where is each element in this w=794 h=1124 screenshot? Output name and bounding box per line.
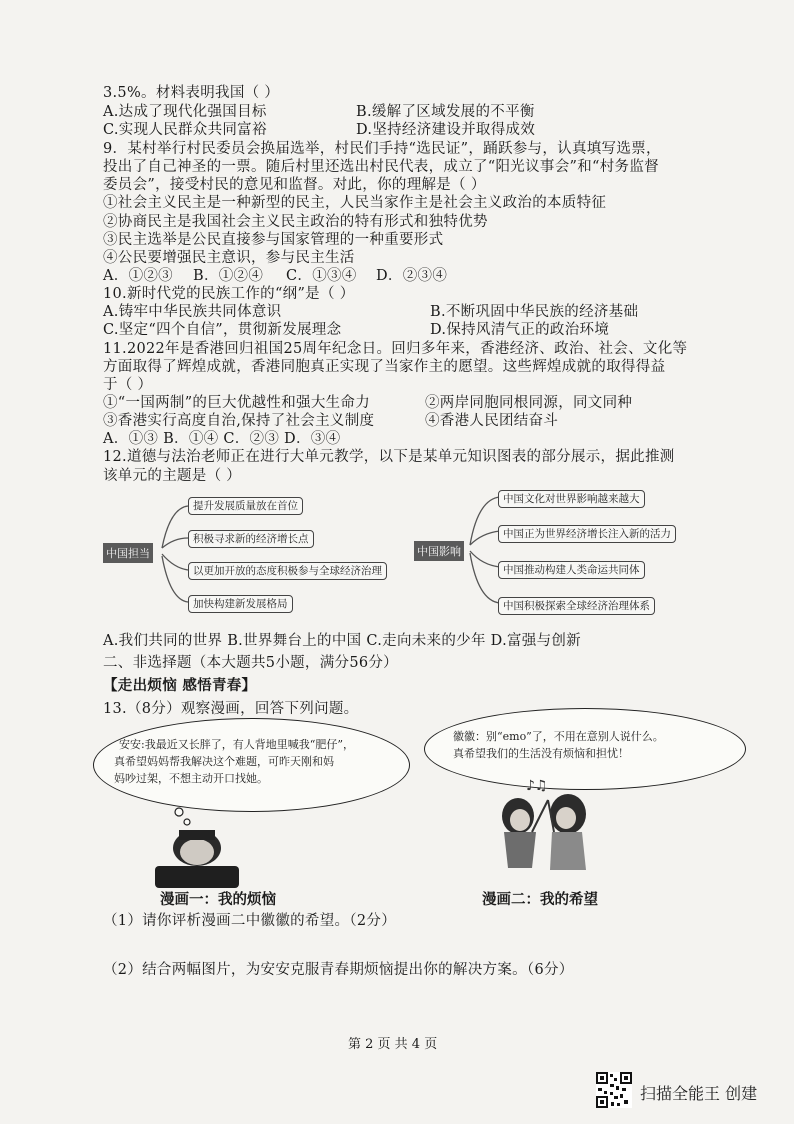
cartoon1-girl-illustration [135,800,255,890]
q10-option-b: B.不断巩固中华民族的经济基础 [430,304,639,320]
q13-stem: 13.（8分）观察漫画，回答下列问题。 [103,701,359,717]
q11-statement-3: ③香港实行高度自治,保持了社会主义制度 [103,413,375,429]
q11-stem-line-1: 11.2022年是香港回归祖国25周年纪念日。回归多年来，香港经济、政治、社会、文化等 [103,341,688,357]
cartoon1-caption: 漫画一：我的烦恼 [160,891,276,908]
right-mindmap-branch-2: 中国正为世界经济增长注入新的活力 [498,525,676,543]
q11-statement-1: ①“一国两制”的巨大优越性和强大生命力 [103,395,371,411]
page-number: 第 2 页 共 4 页 [348,1037,438,1052]
q9-answer-a: A．①②③ [103,268,173,284]
cartoon2-girls-illustration [480,770,610,880]
q8-option-a: A.达成了现代化强国目标 [103,104,267,120]
cartoon1-speech-bubble [93,718,410,812]
left-mindmap-branch-2: 积极寻求新的经济增长点 [188,530,314,548]
q12-stem-line-2: 该单元的主题是（ ） [103,468,242,484]
cartoon2-caption: 漫画二：我的希望 [482,891,598,908]
cartoon1-bubble-line-2: 真希望妈妈帮我解决这个难题，可昨天刚和妈 [114,755,334,768]
q9-stem-line-2: 投出了自己神圣的一票。随后村里还选出村民代表，成立了“阳光议事会”和“村务监督 [103,159,659,175]
q9-statement-2: ②协商民主是我国社会主义民主政治的特有形式和独特优势 [103,214,488,230]
q9-stem-line-1: 9．某村举行村民委员会换届选举，村民们手持“选民证”，踊跃参与，认真填写选票， [103,141,661,157]
left-connector-3 [162,554,188,570]
q10-option-d: D.保持风清气正的政治环境 [430,322,610,338]
q9-answer-b: B．①②④ [193,268,264,284]
q8-option-d: D.坚持经济建设并取得成效 [356,122,536,138]
left-mindmap-branch-3: 以更加开放的态度积极参与全球经济治理 [188,562,387,580]
section2-title: 二、非选择题（本大题共5小题，满分56分） [103,655,398,671]
girl2-body [550,832,586,870]
girl1-body [504,832,536,868]
cartoon2-bubble-line-1: 徽徽：别“emo”了，不用在意别人说什么。 [453,730,664,743]
q9-answer-c: C．①③④ [286,268,357,284]
cartoon1-bubble-line-1: 安安:我最近又长胖了，有人背地里喊我“肥仔”， [119,738,354,751]
q9-statement-3: ③民主选举是公民直接参与国家管理的一种重要形式 [103,232,444,248]
q9-stem-line-3: 委员会”，接受村民的意见和监督。对此，你的理解是（ ） [103,177,486,193]
q9-answer-d: D．②③④ [376,268,448,284]
right-mindmap-center: 中国影响 [414,541,464,561]
right-connector-4 [470,553,500,603]
girl1-face [510,809,530,831]
section2-subtitle: 【走出烦恼 感悟青春】 [103,677,257,694]
q12-stem-line-1: 12.道德与法治老师正在进行大单元教学，以下是某单元知识图表的部分展示，据此推测 [103,449,675,465]
right-mindmap-branch-1: 中国文化对世界影响越来越大 [498,490,645,508]
q8-option-b: B.缓解了区域发展的不平衡 [356,104,535,120]
q13-sub1: （1）请你评析漫画二中徽徽的希望。（2分） [103,913,396,929]
left-mindmap-center: 中国担当 [103,543,153,563]
q10-stem: 10.新时代党的民族工作的“纲”是（ ） [103,286,355,302]
right-connector-2 [470,531,500,545]
music-note-icon: ♪♫ [526,778,548,794]
left-connector-2 [162,538,188,548]
cartoon2-bubble-line-2: 真希望我们的生活没有烦恼和担忧！ [453,747,629,760]
girl-face [180,839,214,865]
q9-statement-4: ④公民要增强民主意识，参与民主生活 [103,250,355,266]
q8-stem: 3.5%。材料表明我国（ ） [103,85,280,101]
q11-stem-line-2: 方面取得了辉煌成就，香港同胞真正实现了当家作主的愿望。这些辉煌成就的取得得益 [103,359,666,375]
left-connector-4 [162,556,188,602]
qr-code-icon [596,1072,632,1108]
q11-statement-4: ④香港人民团结奋斗 [425,413,559,429]
q9-statement-1: ①社会主义民主是一种新型的民主，人民当家作主是社会主义政治的本质特征 [103,195,607,211]
q13-sub2: （2）结合两幅图片，为安安克服青春期烦恼提出你的解决方案。（6分） [103,962,574,978]
left-mindmap-branch-4: 加快构建新发展格局 [188,595,293,613]
girl1-arm [532,800,548,832]
q10-option-a: A.铸牢中华民族共同体意识 [103,304,282,320]
right-connector-1 [470,497,500,545]
right-mindmap-branch-4: 中国积极探索全球经济治理体系 [498,597,655,615]
girl2-face [556,807,576,829]
q11-stem-line-3: 于（ ） [103,377,153,393]
q8-option-c: C.实现人民群众共同富裕 [103,122,267,138]
thought-dot-2 [184,819,190,825]
left-connector-1 [162,506,188,548]
q10-option-c: C.坚定“四个自信”，贯彻新发展理念 [103,322,342,338]
watermark-text: 扫描全能王 创建 [640,1084,758,1103]
thought-dot-1 [175,808,183,816]
girl-bangs [179,830,215,840]
q11-answers: A．①③ B．①④ C．②③ D．③④ [103,431,341,447]
right-mindmap-branch-3: 中国推动构建人类命运共同体 [498,561,645,579]
girl-body [155,866,239,888]
left-mindmap-branch-1: 提升发展质量放在首位 [188,497,303,515]
right-connector-3 [470,551,500,567]
q12-answers: A.我们共同的世界 B.世界舞台上的中国 C.走向未来的少年 D.富强与创新 [103,633,581,649]
q11-statement-2: ②两岸同胞同根同源，同文同种 [425,395,633,411]
cartoon1-bubble-line-3: 妈吵过架，不想主动开口找她。 [114,772,268,785]
